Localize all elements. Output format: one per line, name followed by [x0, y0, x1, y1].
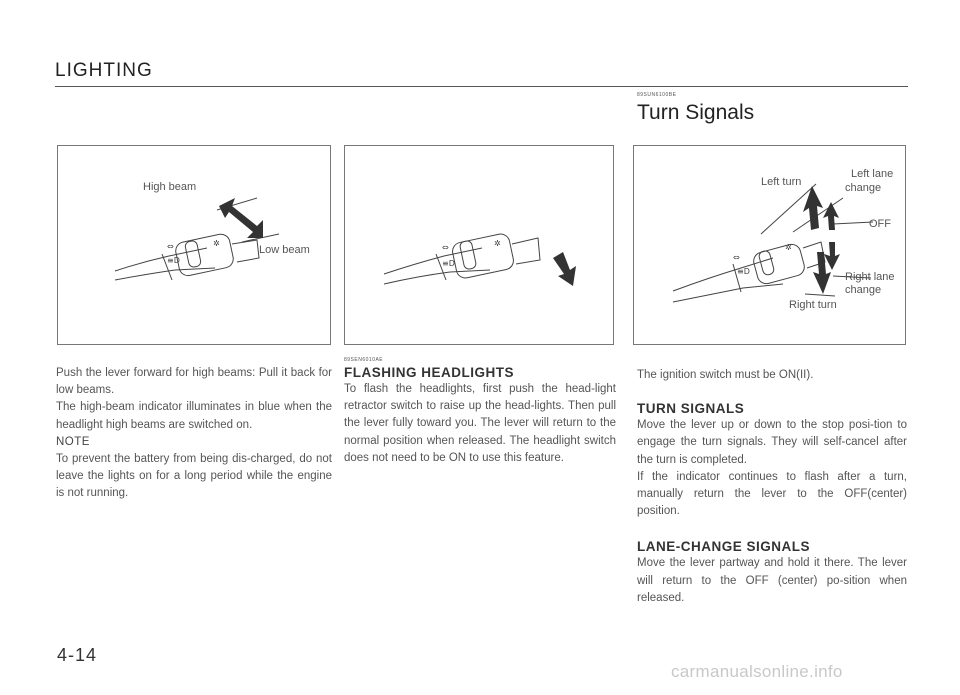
label-left-lane-1: Left lane	[851, 168, 894, 180]
lever-illustration	[344, 146, 614, 346]
svg-text:≡D: ≡D	[737, 267, 750, 276]
column-high-low-beam	[56, 365, 332, 503]
heading-flashing-headlights: FLASHING HEADLIGHTS	[344, 365, 514, 380]
label-left-turn: Left turn	[761, 176, 802, 188]
svg-text:✲: ✲	[494, 239, 501, 248]
header-rule	[55, 86, 908, 87]
label-off: OFF	[869, 218, 891, 230]
svg-text:≡D: ≡D	[167, 256, 180, 265]
svg-text:⇔: ⇔	[733, 253, 740, 262]
pull-arrow-icon	[553, 252, 576, 286]
paragraph: The high-beam indicator illuminates in blue when the headlight high beams are switched on.	[56, 401, 332, 431]
heading-lane-change-signals: LANE-CHANGE SIGNALS	[637, 539, 811, 555]
svg-text:✲: ✲	[785, 243, 792, 252]
heading-turn-signals: TURN SIGNALS	[637, 401, 745, 417]
turn-signals-code: 89SUN6100BE	[637, 92, 677, 98]
label-left-lane-2: change	[845, 182, 882, 194]
label-right-turn: Right turn	[789, 299, 837, 311]
label-low-beam: Low beam	[259, 244, 310, 256]
label-right-lane-2: change	[845, 284, 882, 296]
paragraph: Move the lever partway and hold it there. The lever will return to the OFF (center) po-sition when released.	[637, 557, 907, 604]
svg-text:≡D: ≡D	[442, 259, 455, 268]
svg-text:⇔: ⇔	[442, 243, 449, 252]
svg-text:⇔: ⇔	[167, 242, 174, 251]
note-heading: NOTE	[56, 435, 90, 448]
four-way-arrow-icon	[219, 198, 263, 238]
figure-high-low-beam	[57, 145, 331, 345]
paragraph: Move the lever up or down to the stop posi-tion to engage the turn signals. They will self-cancel after the turn is completed.	[637, 419, 907, 466]
label-right-lane-1: Right lane	[845, 271, 895, 283]
column-turn-signals	[637, 367, 907, 607]
svg-text:✲: ✲	[213, 239, 220, 248]
watermark: carmanualsonline.info	[671, 662, 843, 681]
page-number: 4-14	[57, 645, 98, 665]
flashing-code: 89SEN6010AE	[344, 357, 384, 363]
paragraph: Push the lever forward for high beams: Pull it back for low beams.	[56, 367, 332, 397]
section-title: LIGHTING	[55, 60, 153, 81]
column-flashing-headlights	[344, 364, 616, 467]
paragraph-ignition: The ignition switch must be ON(II).	[637, 369, 814, 381]
note-text: To prevent the battery from being dis-charged, do not leave the lights on for a long period while the engine is not running.	[56, 453, 332, 500]
paragraph: To flash the headlights, first push the head-light retractor switch to raise up the head-lights. Then pull the lever fully toward you. The lever will return to the normal position when released. The headlight switch does not need to be ON to use this feature.	[344, 383, 616, 464]
turn-signals-title: Turn Signals	[637, 101, 755, 124]
figure-turn-signals	[633, 145, 906, 345]
figure-flashing-headlights	[344, 145, 614, 345]
label-high-beam: High beam	[143, 181, 197, 193]
turn-arrows-icon	[803, 186, 840, 294]
paragraph: If the indicator continues to flash after a turn, manually return the lever to the OFF(center) position.	[637, 470, 907, 518]
